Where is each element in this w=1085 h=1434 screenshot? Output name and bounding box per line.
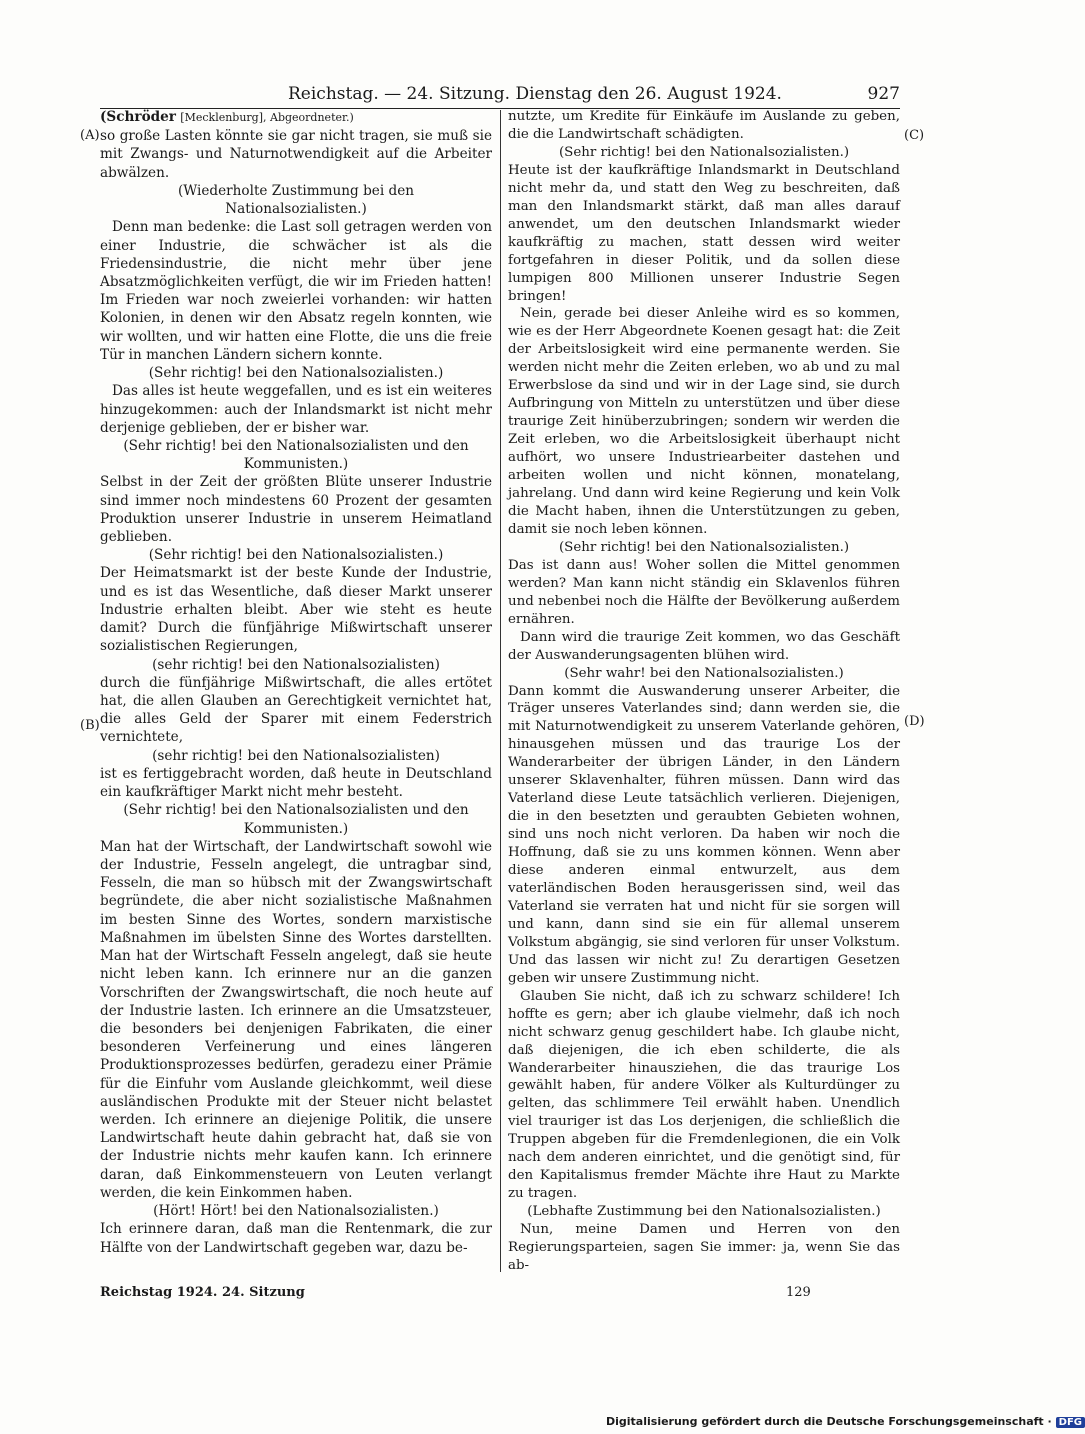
- column-divider: [500, 110, 501, 1272]
- paragraph: Nein, gerade bei dieser Anleihe wird es so kommen, wie es der Herr Abgeordnete Koenen gesagt hat: die Zeit der Arbeitslosigkeit wird eine permanente werden. Sie werden nicht mehr die Zeiten erleben, wo ab und zu mal Erwerbslose da sind und wir in der Lage sind, sie durch Aufbringung von Mitteln zu unterstützen und über diese traurige Zeit hinüberzubringen; sondern wir werden die Zeit erleben, wo die Arbeitslosigkeit überhaupt nicht aufhört, wo unsere Industriearbeiter dastehen und arbeiten wollen und nicht können, monatelang, jahrelang. Und dann wird keine Regierung und kein Volk die Macht haben, ihnen die Unterstützungen zu geben, damit sie noch leben können.: [508, 306, 900, 537]
- margin-marker-a: (A): [80, 128, 100, 143]
- page-number: 927: [867, 84, 900, 104]
- interjection: (sehr richtig! bei den Nationalsozialisten): [152, 747, 440, 764]
- margin-marker-c: (C): [904, 128, 925, 143]
- speaker-role: [Mecklenburg], Abgeordneter.): [180, 111, 354, 124]
- interjection: (Hört! Hört! bei den Nationalsozialisten.): [153, 1203, 439, 1220]
- interjection: (Sehr richtig! bei den Nationalsozialisten.): [558, 144, 850, 160]
- paragraph: Man hat der Wirtschaft, der Landwirtschaft sowohl wie der Industrie, Fesseln angelegt, die untragbar sind, Fesseln, die man so hübsch mit der Zwangswirtschaft begründete, die aber nicht sozialistische Maßnahmen im besten Sinne des Wortes, sondern marxistische Maßnahmen im übelsten Sinne des Wortes darstellten. Man hat der Wirtschaft Fesseln angelegt, daß sie heute nicht leben kann. Ich erinnere nur an die ganzen Vorschriften der Zwangswirtschaft, die noch heute auf der Industrie lasten. Ich erinnere an die Umsatzsteuer, die besonders bei denjenigen Fabrikaten, die einer besonderen Verfeinerung und eines längeren Produktionsprozesses bedürfen, geradezu einer Prämie für die Einfuhr vom Auslande gleichkommt, weil diese ausländischen Produkte mit der Steuer nicht belastet werden. Ich erinnere an diejenige Politik, die unsere Landwirtschaft heute dahin gebracht hat, daß sie von der Industrie nichts mehr kaufen kann. Ich erinnere daran, daß Einkommensteuern von Leuten verlangt werden, die kein Einkommen haben.: [100, 838, 492, 1201]
- paragraph: Denn man bedenke: die Last soll getragen werden von einer Industrie, die schwächer ist als die Friedensindustrie, die nicht mehr über jene Absatzmöglichkeiten verfügt, die wir im Frieden hatten! Im Frieden war noch zweierlei vorhanden: wir hatten Kolonien, in denen wir den Absatz regeln konnten, wie wir wollten, und wir hatten eine Flotte, die uns die freie Tür in manchen Ländern sichern konnte.: [100, 219, 492, 363]
- interjection: (Sehr richtig! bei den Nationalsozialisten.): [148, 365, 444, 382]
- paragraph: Das alles ist heute weggefallen, und es ist ein weiteres hinzugekommen: auch der Inlandsmarkt ist nicht mehr derjenige geblieben, der er bisher war.: [100, 383, 492, 436]
- header-title: Reichstag. — 24. Sitzung. Dienstag den 26. August 1924.: [288, 84, 782, 104]
- paragraph: Nun, meine Damen und Herren von den Regierungsparteien, sagen Sie immer: ja, wenn Sie das ab-: [508, 1222, 900, 1273]
- interjection: (Sehr richtig! bei den Nationalsozialisten.): [148, 547, 444, 564]
- paragraph: nutzte, um Kredite für Einkäufe im Auslande zu geben, die die Landwirtschaft schädigten.: [508, 109, 900, 142]
- interjection: (Lebhafte Zustimmung bei den Nationalsozialisten.): [527, 1204, 881, 1220]
- margin-marker-d: (D): [904, 714, 925, 729]
- dfg-logo: DFG: [1056, 1417, 1085, 1428]
- margin-marker-b: (B): [80, 718, 100, 733]
- right-column: [508, 108, 900, 1275]
- left-column-text: [100, 127, 492, 1257]
- paragraph: ist es fertiggebracht worden, daß heute in Deutschland ein kaufkräftiger Markt nicht mehr besteht.: [100, 765, 492, 801]
- running-header: [100, 84, 900, 109]
- interjection: (sehr richtig! bei den Nationalsozialisten): [152, 656, 440, 673]
- footer-signature-left: Reichstag 1924. 24. Sitzung: [100, 1285, 305, 1300]
- interjection: (Sehr wahr! bei den Nationalsozialisten.): [564, 665, 844, 681]
- speaker-line: [100, 108, 492, 127]
- interjection: (Sehr richtig! bei den Nationalsozialisten und den Kommunisten.): [123, 437, 469, 473]
- paragraph: Ich erinnere daran, daß man die Rentenmark, die zur Hälfte von der Landwirtschaft gegeben war, dazu be-: [100, 1221, 492, 1256]
- digitization-credit: [606, 1415, 1085, 1428]
- paragraph: Dann kommt die Auswanderung unserer Arbeiter, die Träger unseres Vaterlandes sind; dann werden sie, die mit Naturnotwendigkeit zu unserem Vaterlande gehören, hinausgehen müssen und das traurige Los der Wanderarbeiter der übrigen Länder, in den Ländern unserer Sklavenhalter, führen müssen. Dann wird das Vaterland diese Leute tatsächlich verlieren. Diejenigen, die in den besetzten und geraubten Gebieten wohnen, sind uns noch nicht verloren. Da haben wir noch die Hoffnung, daß sie zu uns kommen können. Wenn aber diese anderen einmal entwurzelt, aus dem vaterländischen Boden herausgerissen sind, weil das Vaterland sie verraten hat und nicht für sie sorgen will und kann, dann sind sie ein für allemal unserem Volkstum abgängig, sie sind verloren für unser Volkstum. Und das lassen wir nicht zu! Zu derartigen Gesetzen geben wir unsere Zustimmung nicht.: [508, 683, 900, 986]
- paragraph: Das ist dann aus! Woher sollen die Mittel genommen werden? Man kann nicht ständig ein Sklavenlos führen und nebenbei noch die Hälfte der Bevölkerung außerdem ernähren.: [508, 557, 900, 627]
- interjection: (Wiederholte Zustimmung bei den Nationalsozialisten.): [177, 182, 414, 218]
- credit-text: Digitalisierung gefördert durch die Deutsche Forschungsgemeinschaft ·: [606, 1415, 1052, 1428]
- paragraph: Der Heimatsmarkt ist der beste Kunde der Industrie, und es ist das Wesentliche, daß dieser Markt unserer Industrie erhalten bleibt. Aber wie steht es heute damit? Durch die fünfjährige Mißwirtschaft unserer sozialistischen Regierungen,: [100, 565, 492, 655]
- interjection: (Sehr richtig! bei den Nationalsozialisten und den Kommunisten.): [123, 802, 469, 837]
- footer-sheet-number: 129: [786, 1285, 811, 1300]
- left-column: [100, 108, 492, 1257]
- paragraph: Glauben Sie nicht, daß ich zu schwarz schildere! Ich hoffte es gern; aber ich glaube vielmehr, daß ich noch nicht schwarz genug geschildert habe. Ich glaube nicht, daß diejenigen, die ich eben schilderte, die als Wanderarbeiter hinausziehen, die das traurige Los gewählt haben, für andere Völker als Kulturdünger zu gelten, das schlimmere Teil erwählt haben. Unendlich viel trauriger ist das Los derjenigen, die schließlich die Truppen abgeben für die Fremdenlegionen, die ein Volk nach dem anderen einrichtet, und die genötigt sind, für den Kapitalismus fremder Mächte ihre Haut zu Markte zu tragen.: [508, 988, 900, 1202]
- paragraph: durch die fünfjährige Mißwirtschaft, die alles ertötet hat, die allen Glauben an Gerechtigkeit vernichtet hat, die alles Geld der Sparer mit einem Federstrich vernichtete,: [100, 674, 492, 746]
- interjection: (Sehr richtig! bei den Nationalsozialisten.): [558, 539, 850, 555]
- paragraph: Dann wird die traurige Zeit kommen, wo das Geschäft der Auswanderungsagenten blühen wird.: [508, 629, 900, 663]
- speaker-name: (Schröder: [100, 109, 176, 125]
- paragraph: Selbst in der Zeit der größten Blüte unserer Industrie sind immer noch mindestens 60 Prozent der gesamten Produktion unserer Industrie in unserem Heimatland geblieben.: [100, 474, 492, 546]
- paragraph: so große Lasten könnte sie gar nicht tragen, sie muß sie mit Zwangs- und Naturnotwendigkeit auf die Arbeiter abwälzen.: [100, 128, 492, 181]
- right-column-text: [508, 108, 900, 1275]
- paragraph: Heute ist der kaufkräftige Inlandsmarkt in Deutschland nicht mehr da, und statt den Weg zu beschreiten, daß man den Inlandsmarkt stärkt, daß man alles darauf anwendet, um den deutschen Inlandsmarkt wieder kaufkräftig zu machen, statt dessen wird weiter fortgefahren in dieser Politik, und da sollen diese lumpigen 800 Millionen unserer Industrie Segen bringen!: [508, 162, 900, 304]
